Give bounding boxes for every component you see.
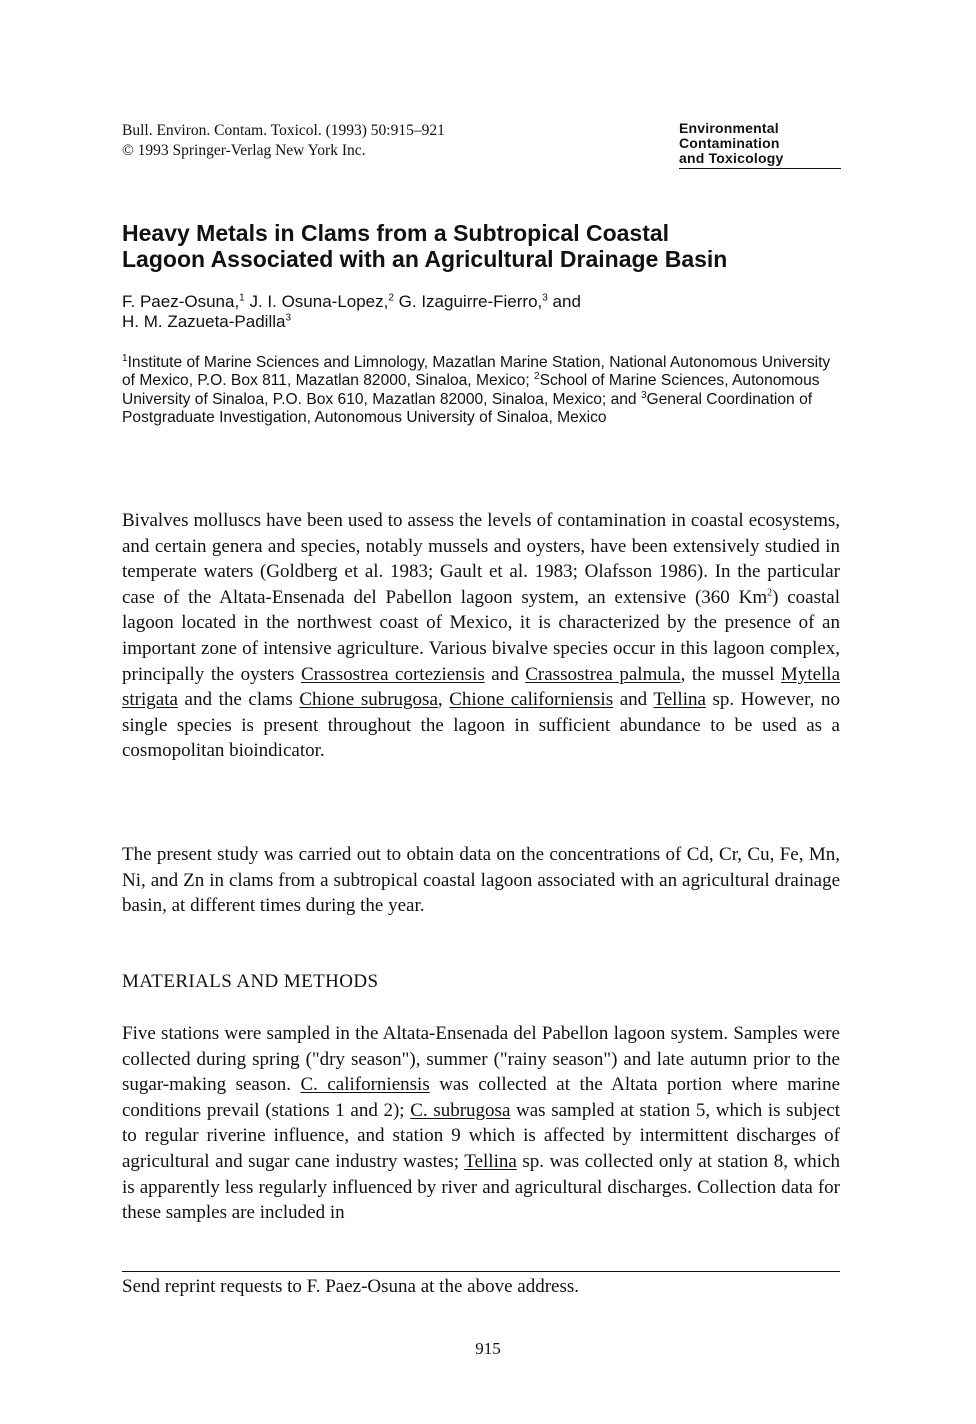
author-line-1: [122, 292, 581, 312]
journal-logo-line-1: Environmental: [679, 120, 779, 136]
species-name: C. californiensis: [300, 1074, 430, 1096]
author-name: J. I. Osuna-Lopez,: [244, 292, 389, 311]
author-list: [122, 292, 581, 332]
affiliation-marker: 3: [640, 389, 647, 401]
article-title-line-1: Heavy Metals in Clams from a Subtropical Coastal: [122, 220, 670, 246]
article-title: [122, 220, 842, 272]
intro-paragraph: Bivalves molluscs have been used to assess the levels of contamination in coastal ecosystems, and certain genera and species, notably mussels and oysters, have been extensively studied in temperate waters (Goldberg et al. 1983; Gault et al. 1983; Olafsson 1986). In the particular case of the Altata-Ensenada del Pabellon lagoon system, an extensive (360 Km$^2$) coastal lagoon located in the northwest coast of Mexico, it is characterized by the presence of an important zone of intensive agriculture. Various bivalve species occur in this lagoon complex, principally the oysters Crassostrea corteziensis and Crassostrea palmula, the mussel Mytella strigata and the clams Chione subrugosa, Chione californiensis and Tellina sp. However, no single species is present throughout the lagoon in sufficient abundance to be used as a cosmopolitan bioindicator.: [122, 510, 841, 762]
methods-paragraph: Five stations were sampled in the Altata-Ensenada del Pabellon lagoon system. Samples were collected during spring ("dry season"), summer ("rainy season") and late autumn prior to the sugar-making season. C. californiensis was collected at the Altata portion where marine conditions prevail (stations 1 and 2); C. subrugosa was sampled at station 5, which is subject to regular riverine influence, and station 9 which is affected by intermittent discharges of agricultural and sugar cane industry wastes; Tellina sp. was collected only at station 8, which is apparently less regularly influenced by river and agricultural discharges. Collection data for these samples are included in: [122, 1023, 841, 1224]
citation-line-1: Bull. Environ. Contam. Toxicol. (1993) 50:915–921: [122, 122, 445, 139]
affiliation-marker: 1: [122, 352, 128, 364]
affiliation-text: Institute of Marine Sciences and Limnology, Mazatlan Marine Station, National Autonomous University of Mexico, P.O. Box 811, Mazatlan 82000, Sinaloa, Mexico;: [122, 354, 831, 390]
author-name: F. Paez-Osuna,: [122, 292, 240, 311]
species-name: Tellina: [653, 689, 706, 711]
author-name: G. Izaguirre-Fierro,: [393, 292, 543, 311]
page-number: 915: [475, 1339, 501, 1358]
affiliation-text: General Coordination of Postgraduate Investigation, Autonomous University of Sinaloa, Mexico: [122, 390, 813, 426]
affiliation-text: School of Marine Sciences, Autonomous University of Sinaloa, P.O. Box 610, Mazatlan 82000, Sinaloa, Mexico; and: [122, 372, 820, 408]
species-name: Mytella strigata: [122, 663, 841, 711]
citation-block: [122, 121, 445, 161]
affiliations: [122, 354, 842, 427]
journal-logo: [679, 121, 841, 169]
citation-line-2: © 1993 Springer-Verlag New York Inc.: [122, 142, 366, 159]
journal-logo-line-3: and Toxicology: [679, 150, 784, 166]
affiliation-marker: 2: [534, 371, 540, 383]
species-name: Chione californiensis: [449, 689, 614, 711]
journal-logo-line-2: Contamination: [679, 135, 780, 151]
section-heading-methods: MATERIALS AND METHODS: [122, 971, 379, 992]
affiliation-marker: 3: [542, 292, 548, 304]
footnote-divider: [122, 1271, 840, 1272]
article-title-line-2: Lagoon Associated with an Agricultural Drainage Basin: [122, 246, 728, 272]
species-name: Chione subrugosa: [299, 689, 438, 711]
author-line-2: [122, 312, 581, 332]
study-paragraph: The present study was carried out to obtain data on the concentrations of Cd, Cr, Cu, Fe, Mn, Ni, and Zn in clams from a subtropical coastal lagoon associated with an agricultural drainage basin, at different times during the year.: [122, 844, 840, 917]
affiliation-marker: 2: [388, 292, 394, 304]
affiliation-marker: 3: [285, 312, 292, 324]
author-conjunction: and: [547, 292, 581, 311]
author-name: H. M. Zazueta-Padilla: [122, 312, 286, 331]
footnote: Send reprint requests to F. Paez-Osuna at the above address.: [122, 1276, 579, 1297]
species-name: C. subrugosa: [410, 1099, 511, 1121]
species-name: Crassostrea corteziensis: [300, 663, 485, 685]
affiliation-marker: 1: [239, 292, 245, 304]
species-name: Tellina: [464, 1150, 517, 1172]
species-name: Crassostrea palmula: [525, 663, 681, 685]
